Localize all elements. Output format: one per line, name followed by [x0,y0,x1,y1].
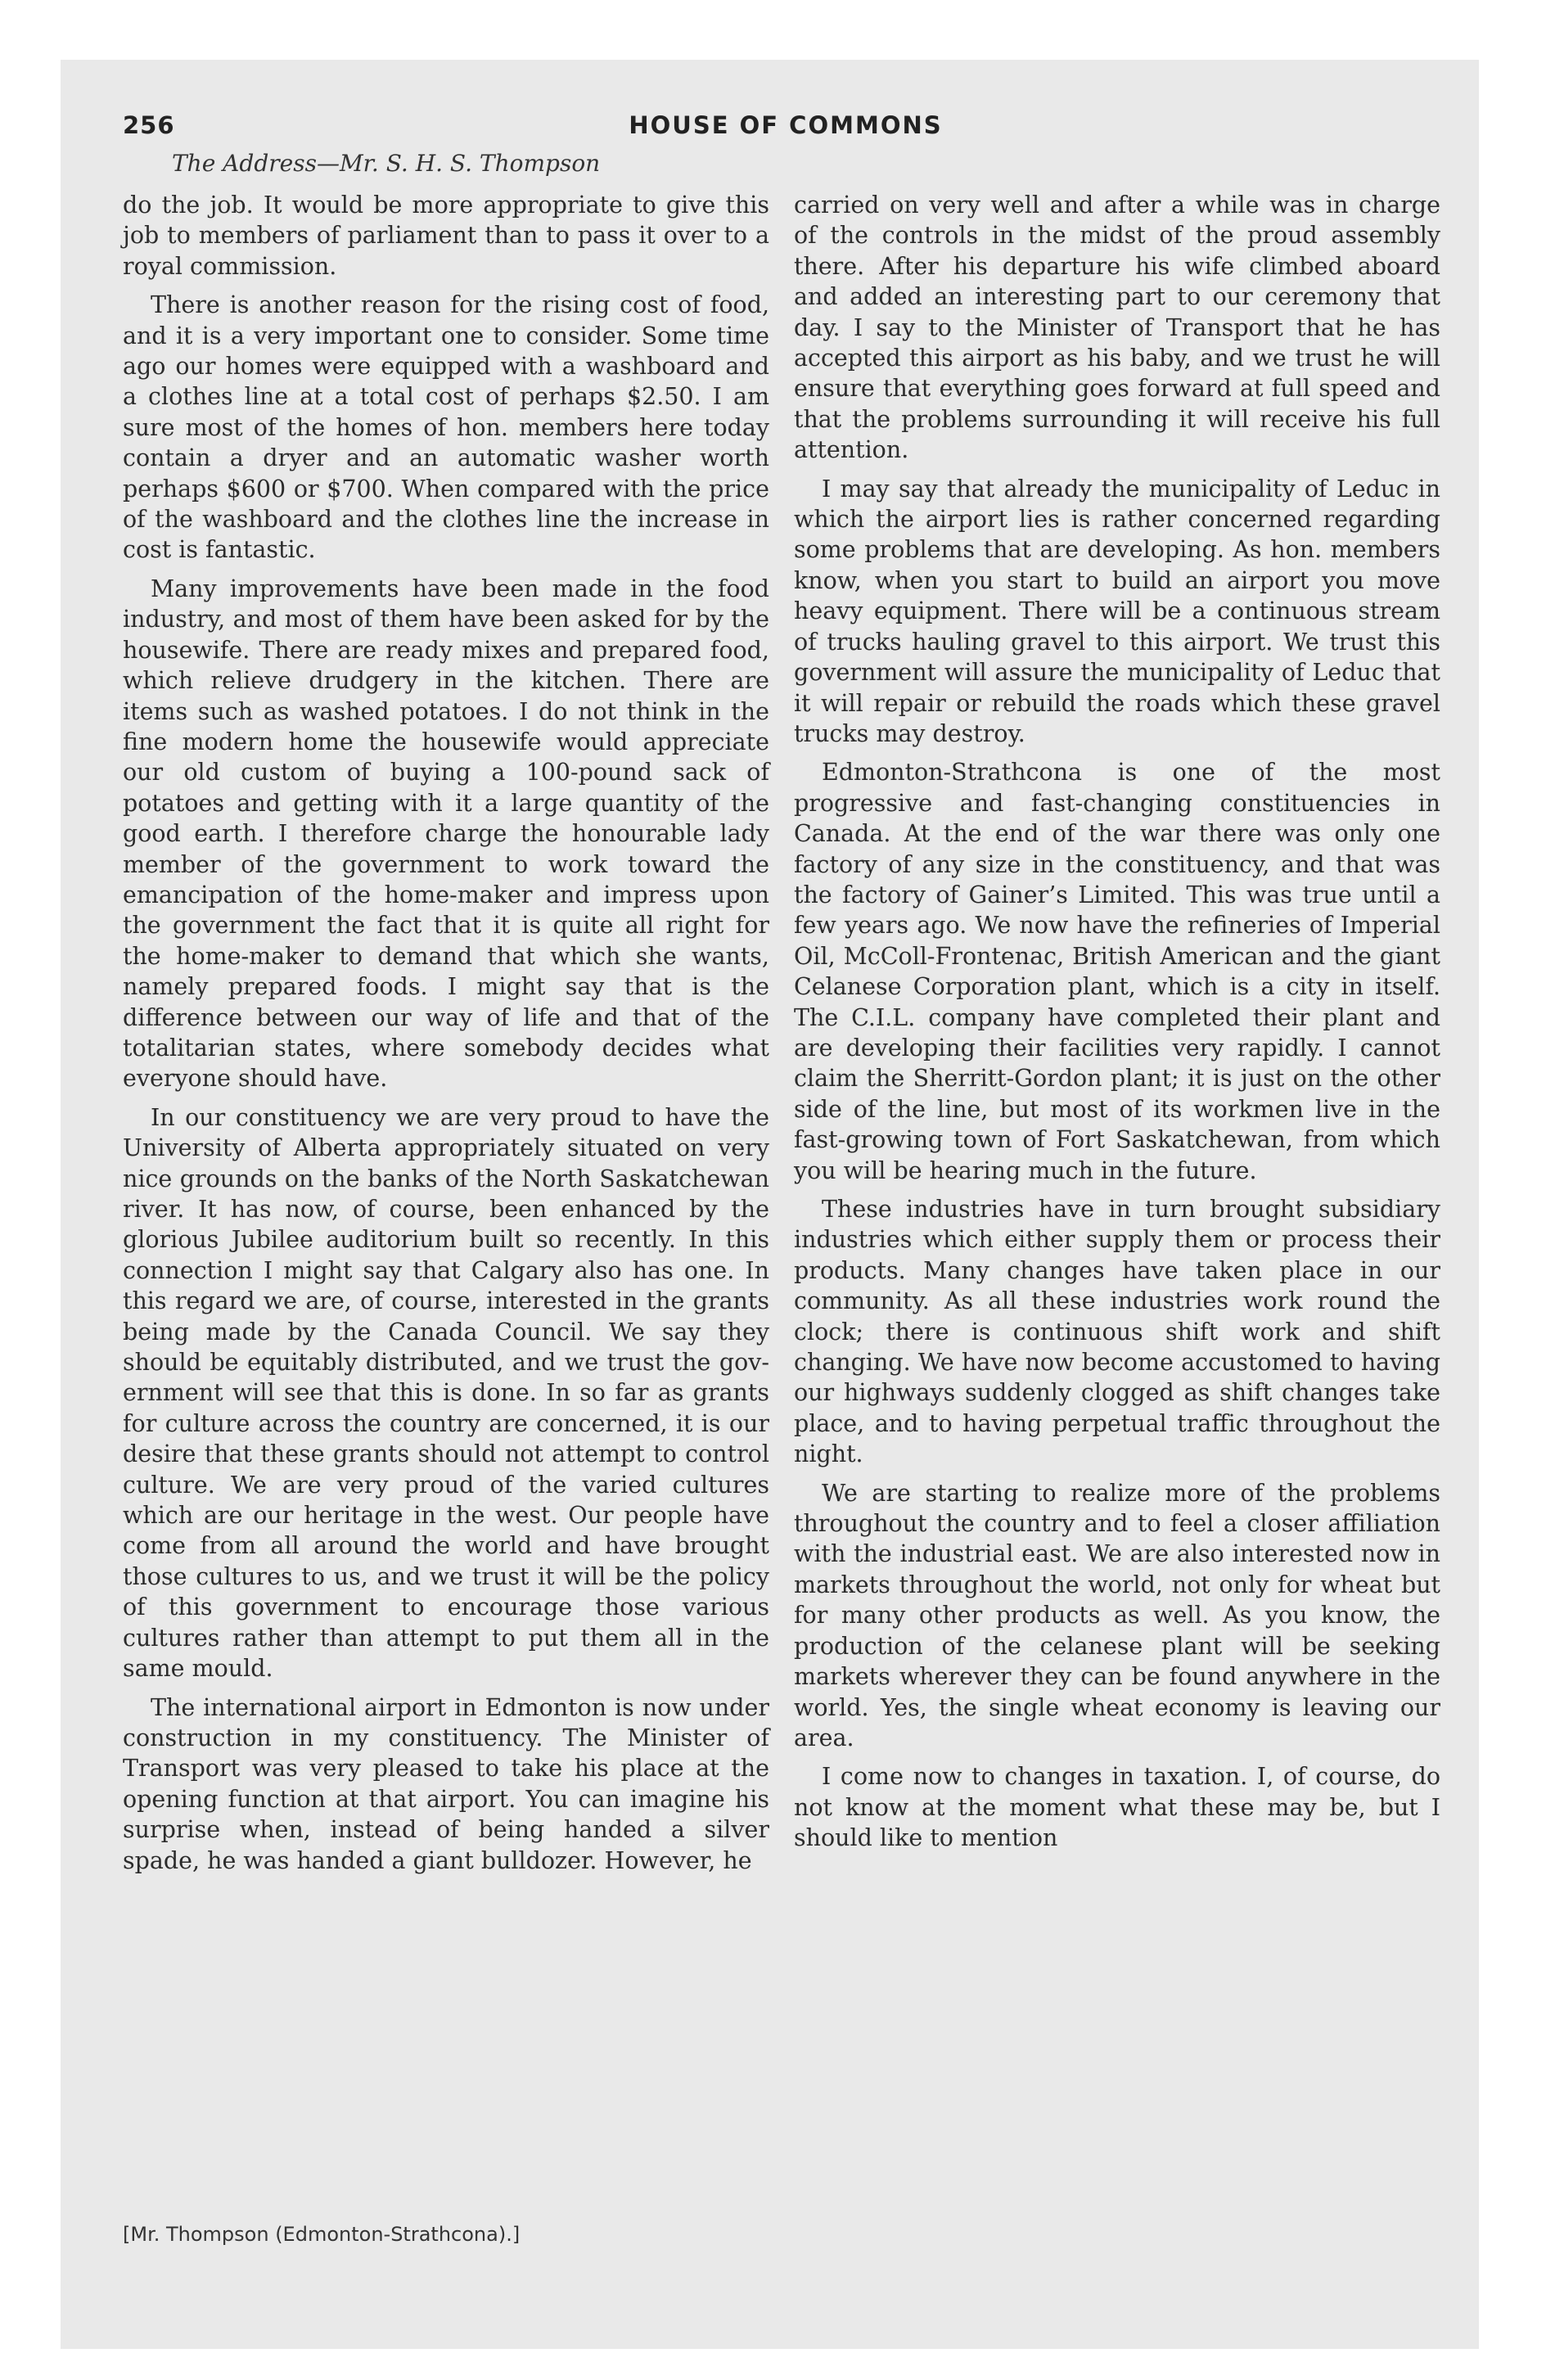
page-number: 256 [123,111,175,139]
paragraph: We are starting to realize more of the problems throughout the country and to feel a closer affiliation with the industrial east. We are also interested now in markets throughout the world, not only for wheat but for many other products as well. As you know, the production of the celanese plant will be seeking markets wherever they can be found anywhere in the world. Yes, the single wheat economy is leaving our area. [794,1479,1440,1751]
left-column [123,190,769,1884]
running-title: HOUSE OF COMMONS [629,111,943,139]
paragraph: Many improvements have been made in the food industry, and most of them have been asked for by the housewife. There are ready mixes and prepared food, which relieve drudgery in the kitchen. There are items such as washed potatoes. I do not think in the fine modern home the housewife would appreciate our old custom of buying a 100-pound sack of potatoes and getting with it a large quantity of the good earth. I therefore charge the honourable lady member of the government to work toward the emancipation of the home-maker and impress upon the government the fact that it is quite all right for the home-maker to demand that which she wants, namely prepared foods. I might say that is the difference between our way of life and that of the totalitarian states, where somebody decides what everyone should have. [123,575,769,1093]
paragraph: I may say that already the municipality of Leduc in which the airport lies is rather concerned regarding some problems that are developing. As hon. members know, when you start to build an airport you move heavy equipment. There will be a continuous stream of trucks hauling gravel to this airport. We trust this government will assure the municipality of Leduc that it will repair or rebuild the roads which these gravel trucks may destroy. [794,475,1440,747]
paragraph: Edmonton-Strathcona is one of the most progressive and fast-changing constituencies in Canada. At the end of the war there was only one factory of any size in the constituency, and that was the factory of Gainer’s Limited. This was true until a few years ago. We now have the refineries of Imperial Oil, McColl-Frontenac, British American and the giant Celanese Corporation plant, which is a city in itself. The C.I.L. company have completed their plant and are developing their facilities very rapidly. I cannot claim the Sherritt-Gordon plant; it is just on the other side of the line, but most of its workmen live in the fast-growing town of Fort Saskatchewan, from which you will be hearing much in the future. [794,759,1440,1184]
paragraph: do the job. It would be more appropriate to give this job to members of parliament than to pass it over to a royal commission. [123,192,769,280]
page-header [123,111,1449,147]
paragraph: In our constituency we are very proud to have the University of Alberta appropriately situated on very nice grounds on the banks of the North Saskatchewan river. It has now, of course, been enhanced by the glorious Jubilee auditorium built so recently. In this connection I might say that Calgary also has one. In this regard we are, of course, interested in the grants being made by the Canada Council. We say they should be equitably distributed, and we trust the government will see that this is done. In so far as grants for culture across the country are concerned, it is our desire that these grants should not attempt to control culture. We are very proud of the varied cultures which are our heritage in the west. Our people have come from all around the world and have brought those cultures to us, and we trust it will be the policy of this government to encourage those various cultures rather than attempt to put them all in the same mould. [123,1103,769,1683]
speaker-footnote: [Mr. Thompson (Edmonton-Strathcona).] [123,2223,521,2246]
paragraph: carried on very well and after a while was in charge of the controls in the midst of the proud assembly there. After his departure his wife climbed aboard and added an interesting part to our ceremony that day. I say to the Minister of Transport that he has accepted this airport as his baby, and we trust he will ensure that everything goes forward at full speed and that the problems surrounding it will receive his full attention. [794,192,1440,464]
paragraph: The international airport in Edmonton is now under construction in my constituency. The Minister of Transport was very pleased to take his place at the opening function at that airport. You can imagine his surprise when, instead of being handed a silver spade, he was handed a giant bulldozer. However, he [123,1693,769,1874]
paragraph: These industries have in turn brought subsidiary industries which either supply them or process their products. Many changes have taken place in our community. As all these industries work round the clock; there is continuous shift work and shift changing. We have now become accustomed to having our highways suddenly clogged as shift changes take place, and to having perpetual traffic throughout the night. [794,1196,1440,1468]
paragraph: There is another reason for the rising cost of food, and it is a very important one to consider. Some time ago our homes were equipped with a washboard and a clothes line at a total cost of perhaps $2.50. I am sure most of the homes of hon. members here today contain a dryer and an automatic washer worth perhaps $600 or $700. When compared with the price of the washboard and the clothes line the increase in cost is fantastic. [123,291,769,564]
paragraph: I come now to changes in taxation. I, of course, do not know at the moment what these may be, but I should like to mention [794,1763,1440,1852]
section-title: The Address—Mr. S. H. S. Thompson [172,150,601,177]
right-column [794,190,1440,1862]
